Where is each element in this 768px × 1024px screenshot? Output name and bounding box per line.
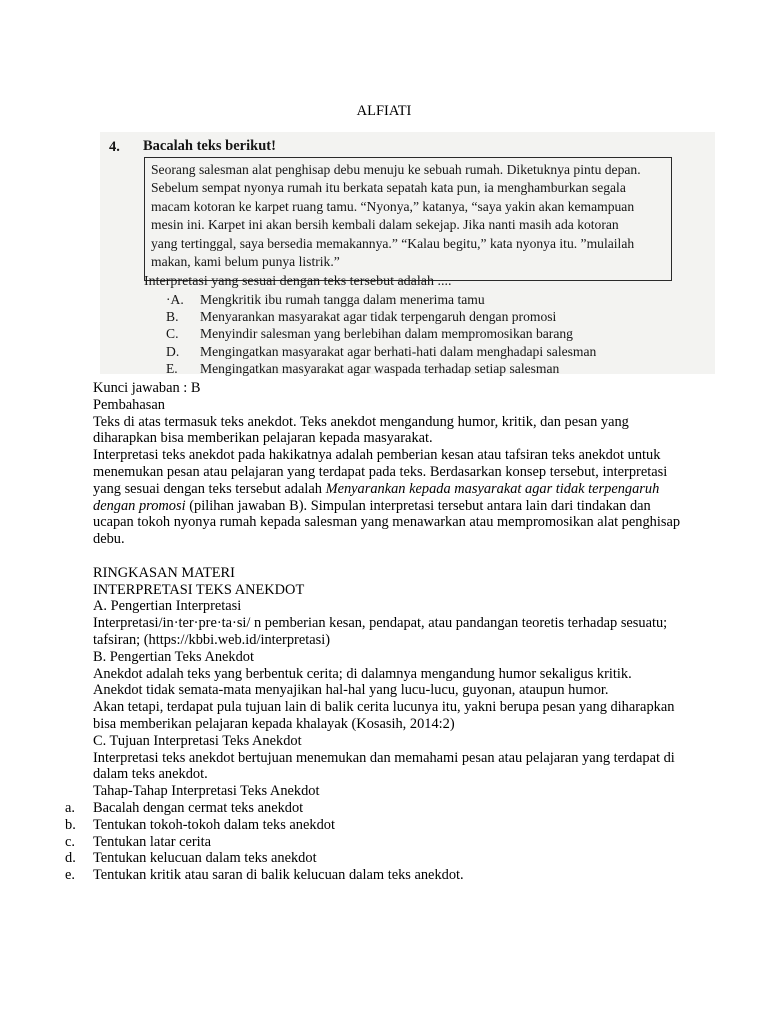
story-line: macam kotoran ke karpet ruang tamu. “Nyonya,” katanya, “saya yakin akan kemampuan (151, 198, 635, 214)
option-text: Mengingatkan masyarakat agar berhati-hati dalam menghadapi salesman (200, 343, 597, 359)
option-letter: C. (166, 326, 179, 342)
list-item (65, 850, 693, 867)
section-a-body: Interpretasi/in·ter·pre·ta·si/ n pemberian kesan, pendapat, atau pandangan teoretis terhadap sesuatu; tafsiran; (https://kbbi.web.id/interpretasi) (93, 615, 668, 648)
list-marker: c. (65, 833, 75, 850)
list-text: Tentukan kritik atau saran di balik kelucuan dalam teks anekdot. (93, 867, 464, 884)
list-text: Tentukan tokoh-tokoh dalam teks anekdot (93, 816, 335, 833)
section-b-body: Anekdot adalah teks yang berbentuk cerita; di dalamnya mengandung humor sekaligus kritik. (93, 665, 632, 682)
discussion-paragraph-2 (93, 447, 693, 548)
spacer (93, 548, 693, 565)
option-b (166, 308, 596, 325)
summary-title: RINGKASAN MATERI (93, 564, 235, 581)
option-letter: B. (166, 309, 179, 325)
story-box (144, 157, 672, 281)
question-prompt: Interpretasi yang sesuai dengan teks tersebut adalah .... (144, 274, 452, 289)
question-number: 4. (109, 139, 120, 155)
list-item (65, 816, 693, 834)
document-body (65, 380, 693, 884)
option-letter: D. (166, 343, 180, 359)
story-line: Seorang salesman alat penghisap debu menuju ke sebuah rumah. Diketuknya pintu depan. (151, 162, 641, 177)
list-item (65, 833, 693, 851)
option-letter: E. (166, 360, 178, 376)
paragraph-text: Interpretasi teks anekdot pada hakikatnya adalah pemberian kesan atau tafsiran teks anekdot untuk menemukan pesan atau pelajaran yang terdapat pada teks. Berdasarkan konsep tersebut, interpretasi yang sesuai dengan teks tersebut adalah (93, 447, 668, 497)
option-c (166, 325, 596, 342)
answer-options (166, 291, 596, 377)
discussion-paragraph-1: Teks di atas termasuk teks anekdot. Teks anekdot mengandung humor, kritik, dan pesan yang diharapkan bisa memberikan pelajaran kepada masyarakat. (93, 413, 629, 447)
story-line: yang tertinggal, saya bersedia memakannya.” “Kalau begitu,” kata nyonya itu. ”mulailah (151, 235, 635, 251)
paragraph-text: (pilihan jawaban B). Simpulan interpretasi tersebut antara lain dari tindakan dan ucapan tokoh nyonya rumah kepada salesman yang menawarkan atau mempromosikan alat penghisap debu. (93, 497, 681, 548)
section-c-title: C. Tujuan Interpretasi Teks Anekdot (93, 732, 302, 749)
answer-emphasis: Menyarankan kepada masyarakat agar tidak terpengaruh dengan promosi (93, 480, 660, 514)
list-text: Tentukan kelucuan dalam teks anekdot (93, 850, 317, 867)
section-b-body: Akan tetapi, terdapat pula tujuan lain di balik cerita lucunya itu, yakni berupa pesan yang diharapkan bisa memberikan pelajaran kepada khalayak (Kosasih, 2014:2) (93, 699, 675, 732)
option-text: Menyarankan masyarakat agar tidak terpengaruh dengan promosi (200, 309, 557, 325)
list-text: Tentukan latar cerita (93, 833, 212, 850)
answer-key: Kunci jawaban : B (93, 380, 201, 396)
list-text: Bacalah dengan cermat teks anekdot (93, 799, 304, 816)
list-marker: e. (65, 867, 75, 884)
section-b-body: Anekdot tidak semata-mata menyajikan hal-hal yang lucu-lucu, guyonan, ataupun humor. (93, 682, 609, 699)
story-line: mesin ini. Karpet ini akan bersih kembali dalam sekejap. Jika nanti masih ada kotoran (151, 217, 619, 233)
scanned-question (100, 132, 715, 374)
section-c-body: Interpretasi teks anekdot bertujuan menemukan dan memahami pesan atau pelajaran yang terdapat di dalam teks anekdot. (93, 749, 675, 783)
list-marker: d. (65, 850, 76, 867)
option-text: Mengkritik ibu rumah tangga dalam menerima tamu (200, 292, 485, 307)
option-d (166, 343, 596, 360)
page-title: ALFIATI (356, 103, 412, 119)
option-a (166, 291, 596, 308)
list-item (65, 867, 693, 884)
steps-list (65, 799, 693, 884)
option-e (166, 360, 596, 377)
story-line: Sebelum sempat nyonya rumah itu berkata sepatah kata pun, ia menghamburkan segala (151, 180, 626, 196)
list-marker: a. (65, 799, 75, 816)
option-text: Mengingatkan masyarakat agar waspada terhadap setiap salesman (200, 360, 560, 376)
section-b-title: B. Pengertian Teks Anekdot (93, 648, 255, 665)
question-heading: Bacalah teks berikut! (143, 138, 276, 154)
story-line: makan, kami belum punya listrik.” (151, 254, 340, 270)
list-marker: b. (65, 816, 76, 833)
option-text: Menyindir salesman yang berlebihan dalam mempromosikan barang (200, 326, 573, 342)
steps-title: Tahap-Tahap Interpretasi Teks Anekdot (93, 783, 320, 800)
summary-subtitle: INTERPRETASI TEKS ANEKDOT (93, 581, 305, 598)
option-letter: ·A. (166, 292, 184, 307)
list-item (65, 799, 693, 817)
discussion-title: Pembahasan (93, 396, 165, 413)
section-a-title: A. Pengertian Interpretasi (93, 598, 242, 615)
